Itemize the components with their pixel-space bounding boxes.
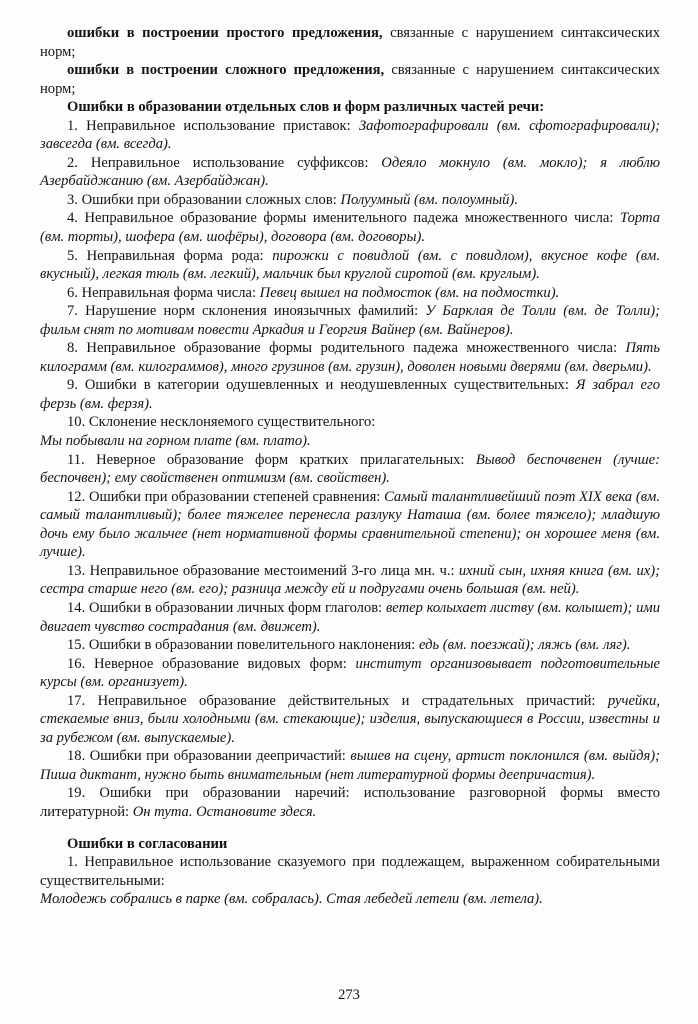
list-item [40, 339, 660, 376]
text-run: 7. Нарушение норм склонения иноязычных фамилий: [67, 303, 426, 320]
page-number: 273 [338, 987, 360, 1003]
italic-text-run: пирожки с повидлой (вм. с повидлом), вкусное кофе (вм. вкусный), легкая тюль (вм. легкий), мальчик был круглой сиротой (вм. круглым). [40, 247, 660, 283]
italic-text-run: Полуумный (вм. полоумный). [340, 191, 518, 208]
italic-text-run: Вывод беспочвенен (лучше: беспочвен); ему свойственен оптимизм (вм. свойствен). [40, 451, 660, 487]
text-run: 14. Ошибки в образовании личных форм глаголов: [67, 599, 386, 616]
list-item [40, 61, 660, 98]
text-run: связанные с нарушением синтаксических норм; [40, 62, 660, 97]
list-item [40, 488, 660, 562]
italic-text-run: Пять килограмм (вм. килограммов), много грузинов (вм. грузин), доволен новыми дверями (вм. дверьми). [40, 340, 660, 375]
italic-text-run: Торта (вм. торты), шофера (вм. шофёры), договора (вм. договоры). [40, 210, 660, 246]
italic-text-run: У Барклая де Толли (вм. де Толли); фильм снят по мотивам повести Аркадия и Георгия Вайнер (вм. Вайнеров). [40, 303, 660, 338]
section-heading [40, 98, 660, 117]
list-item [40, 599, 660, 636]
text-run: 10. Склонение несклоняемого существительного: [67, 414, 376, 431]
bold-text-run: ошибки в построении сложного предложения, [67, 62, 392, 79]
text-run: 4. Неправильное образование формы именительного падежа множественного числа: [67, 210, 620, 227]
text-run: 12. Ошибки при образовании степеней сравнения: [67, 488, 385, 505]
text-run: 17. Неправильное образование действительных и страдательных причастий: [67, 692, 608, 709]
list-item [40, 692, 660, 748]
list-item [40, 209, 660, 246]
bold-text-run: ошибки в построении простого предложения, [67, 25, 391, 41]
text-run: 1. Неправильное использование сказуемого при подлежащем, выраженном собирательными существительными: [40, 854, 660, 889]
list-item [40, 562, 660, 599]
italic-text-run: Мы побывали на горном плате (вм. плато). [40, 433, 311, 450]
list-item [40, 24, 660, 61]
list-item [40, 191, 660, 210]
italic-text-run: Я забрал его ферзь (вм. ферзя). [40, 377, 660, 412]
list-item [40, 451, 660, 488]
list-item [40, 284, 660, 303]
section-heading [40, 835, 660, 854]
bold-text-run: Ошибки в образовании отдельных слов и форм различных частей речи: [67, 99, 545, 116]
italic-text-run: Зафотографировали (вм. сфотографировали); завсегда (вм. всегда). [40, 117, 661, 153]
text-run: 11. Неверное образование форм кратких прилагательных: [67, 451, 476, 468]
document-body [40, 24, 660, 909]
italic-text-run: Самый талантливейший поэт XIX века (вм. самый талантливый); более тяжелее перенесла разлуку Наташа (вм. более тяжело); младшую дочь ему было жальчее (нет нормативной формы сравнительной степени); он хорошее меня (вм. лучше). [40, 488, 660, 561]
text-run: 19. Ошибки при образовании наречий: использование разговорной формы вместо литературной: [40, 785, 660, 820]
italic-text-run: едь (вм. поезжай); ляжь (вм. ляг). [418, 637, 631, 654]
list-item [40, 413, 660, 432]
text-run: 8. Неправильное образование формы родительного падежа множественного числа: [67, 340, 626, 357]
italic-text-run: Певец вышел на подмосток (вм. на подмостки). [259, 284, 560, 301]
text-run: связанные с нарушением синтаксических норм; [40, 25, 660, 60]
example-line [40, 890, 660, 909]
bold-text-run: Ошибки в согласовании [67, 835, 228, 852]
italic-text-run: Одеяло мокнуло (вм. мокло); я люблю Азербайджанию (вм. Азербайджан). [40, 154, 660, 190]
list-item [40, 376, 660, 413]
list-item [40, 636, 660, 655]
list-item [40, 853, 660, 890]
text-run: 3. Ошибки при образовании сложных слов: [67, 191, 341, 208]
text-run: 15. Ошибки в образовании повелительного наклонения: [67, 637, 419, 654]
italic-text-run: ручейки, стекаемые вниз, были холодными (вм. стекающие); изделия, выпускающиеся в России, известны и за рубежом (вм. выпускаемые). [40, 692, 660, 746]
list-item [40, 655, 660, 692]
list-item [40, 747, 660, 784]
text-run: 5. Неправильная форма рода: [67, 247, 273, 264]
text-run: 2. Неправильное использование суффиксов: [67, 154, 382, 171]
list-item [40, 784, 660, 821]
text-run: 6. Неправильная форма числа: [67, 284, 260, 301]
list-item [40, 117, 660, 154]
text-run: 18. Ошибки при образовании деепричастий: [67, 748, 351, 765]
list-item [40, 302, 660, 339]
italic-text-run: ихний сын, ихняя книга (вм. их); сестра старше него (вм. его); разница между ей и подругами очень большая (вм. ней). [40, 562, 661, 598]
italic-text-run: Молодежь собрались в парке (вм. собралась). Стая лебедей летели (вм. летела). [40, 891, 543, 908]
example-line [40, 432, 660, 451]
italic-text-run: Он тута. Остановите здеся. [132, 803, 317, 820]
italic-text-run: ветер колыхает листву (вм. колышет); ими двигает чувство сострадания (вм. движет). [40, 599, 660, 635]
italic-text-run: институт организовывает подготовительные курсы (вм. организует). [40, 655, 661, 691]
text-run: 1. Неправильное использование приставок: [67, 117, 359, 134]
text-run: 16. Неверное образование видовых форм: [67, 655, 356, 672]
list-item [40, 247, 660, 284]
text-run: 13. Неправильное образование местоимений 3-го лица мн. ч.: [67, 562, 459, 579]
list-item [40, 154, 660, 191]
italic-text-run: вышев на сцену, артист поклонился (вм. выйдя); Пиша диктант, нужно быть внимательным (нет литературной формы деепричастия). [40, 748, 660, 783]
text-run: 9. Ошибки в категории одушевленных и неодушевленных существительных: [67, 377, 576, 394]
